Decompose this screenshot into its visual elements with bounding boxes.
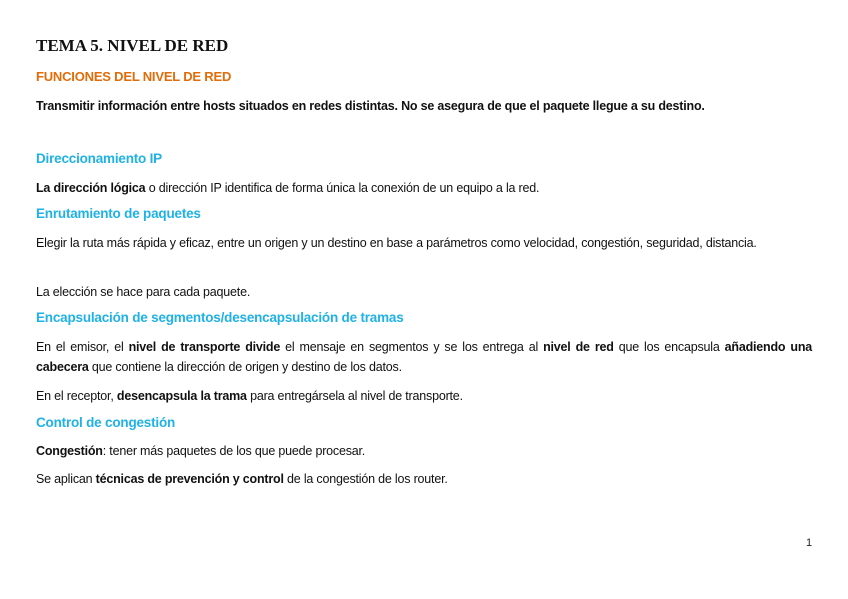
text: que los encapsula <box>613 340 725 354</box>
paragraph-eleccion: La elección se hace para cada paquete. <box>36 285 251 299</box>
section-title: FUNCIONES DEL NIVEL DE RED <box>36 69 232 84</box>
text: para entregársela al nivel de transporte. <box>246 389 463 403</box>
bold-text: Congestión <box>36 444 103 458</box>
text: de la congestión de los router. <box>283 472 448 486</box>
bold-text: añadiendo una cabecera <box>36 340 813 374</box>
text: o dirección IP identifica de forma única la conexión de un equipo a la red. <box>145 181 540 195</box>
bold-text: nivel de red <box>543 340 614 354</box>
paragraph-emisor <box>36 337 812 377</box>
paragraph-elegir-ruta: Elegir la ruta más rápida y eficaz, entre un origen y un destino en base a parámetros como velocidad, congestión, seguridad, distancia. <box>36 236 757 250</box>
bold-text: técnicas de prevención y control <box>95 472 284 486</box>
text: En el receptor, <box>36 389 117 403</box>
text: En el emisor, el <box>36 340 129 354</box>
paragraph-receptor <box>36 386 812 406</box>
intro-paragraph: Transmitir información entre hosts situados en redes distintas. No se asegura de que el paquete llegue a su destino. <box>36 99 705 113</box>
document-title: TEMA 5. NIVEL DE RED <box>36 36 229 55</box>
heading-direccionamiento-ip: Direccionamiento IP <box>36 151 162 166</box>
text: : tener más paquetes de los que puede procesar. <box>102 444 366 458</box>
bold-text: desencapsula la trama <box>116 389 247 403</box>
bold-text: La dirección lógica <box>36 181 146 195</box>
page-number: 1 <box>806 537 813 549</box>
text: el mensaje en segmentos y se los entrega al <box>280 340 544 354</box>
paragraph-direccion-logica <box>36 178 812 198</box>
heading-encapsulacion: Encapsulación de segmentos/desencapsulación de tramas <box>36 310 404 325</box>
heading-control-congestion: Control de congestión <box>36 415 176 430</box>
bold-text: nivel de transporte divide <box>128 340 281 354</box>
heading-enrutamiento: Enrutamiento de paquetes <box>36 206 201 221</box>
document-page <box>36 0 812 599</box>
text: Se aplican <box>36 472 96 486</box>
text: que contiene la dirección de origen y destino de los datos. <box>88 360 402 374</box>
paragraph-tecnicas <box>36 469 812 489</box>
paragraph-congestion <box>36 441 812 461</box>
